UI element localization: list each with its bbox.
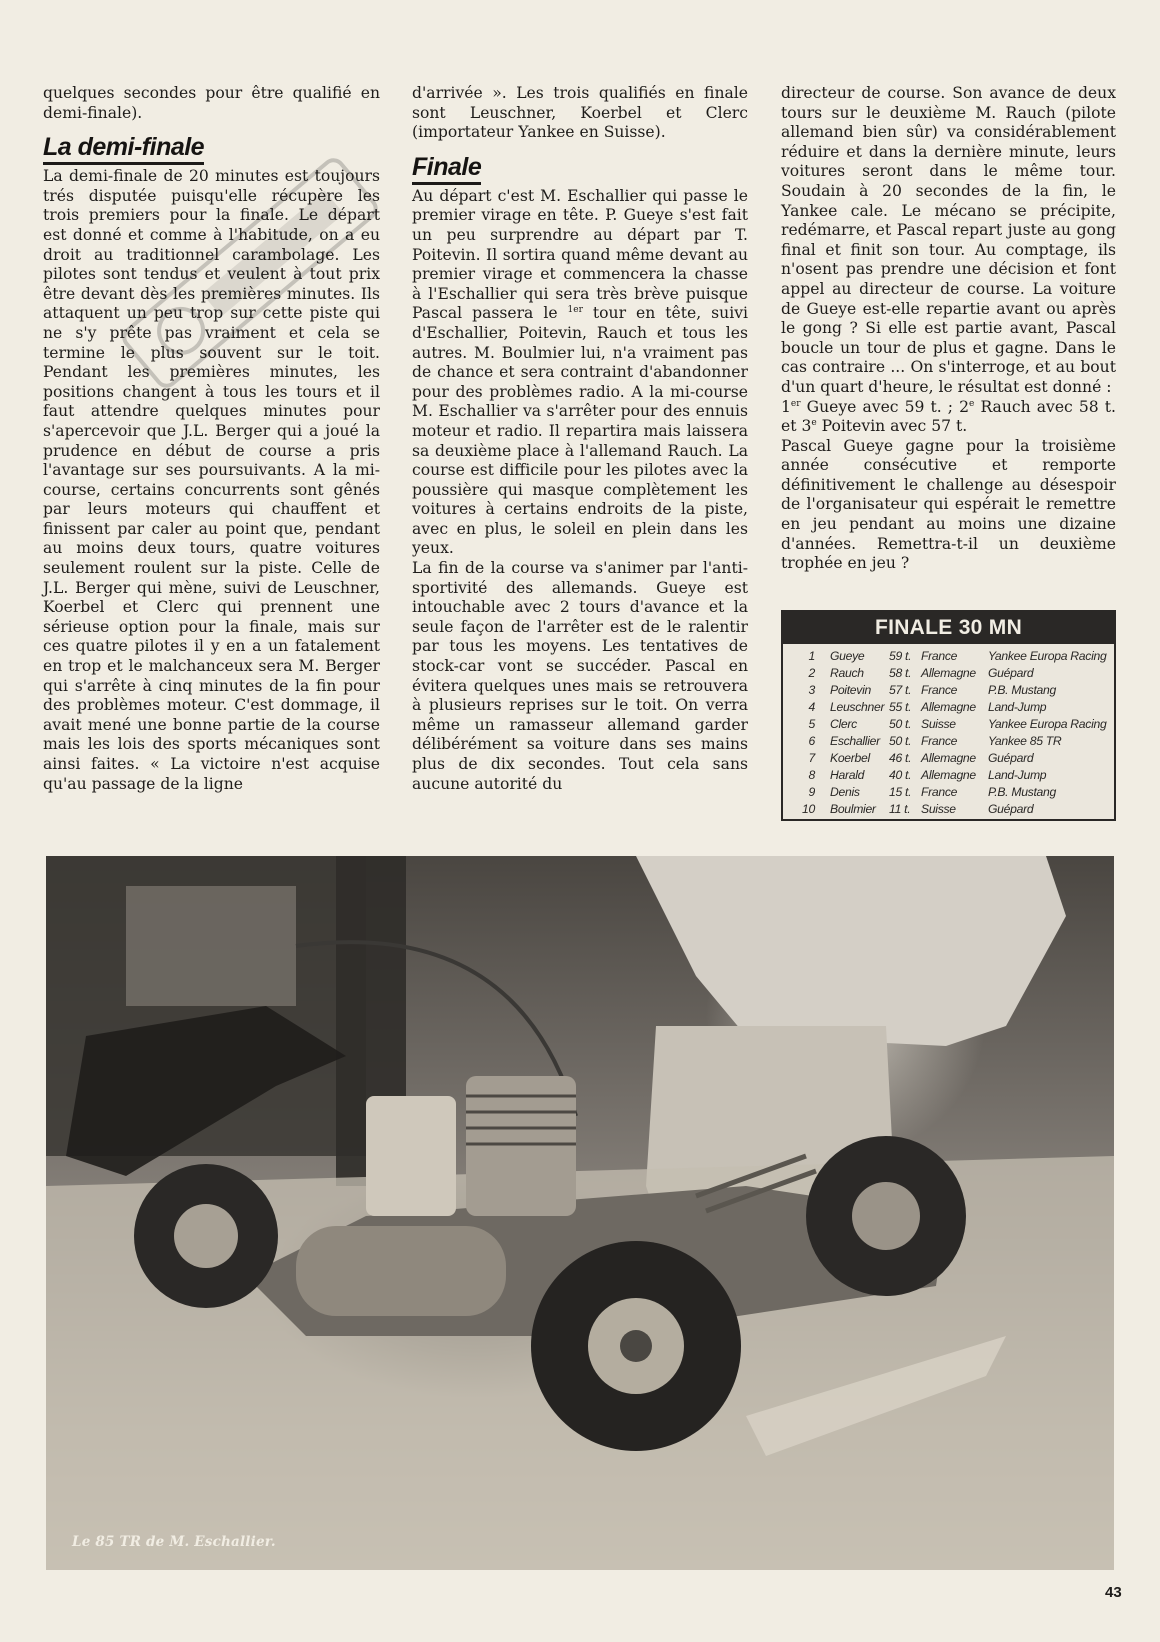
results-driver: Boulmier xyxy=(830,802,876,816)
results-laps: 57 t. xyxy=(889,683,912,697)
results-laps: 50 t. xyxy=(889,734,912,748)
results-country: Allemagne xyxy=(921,751,976,765)
results-row xyxy=(783,750,1114,767)
column-3-results: 1er Gueye avec 59 t. ; 2e Rauch avec 58 t. et 3e Poitevin avec 57 t. xyxy=(781,397,1116,436)
results-car: Land-Jump xyxy=(988,768,1047,782)
column-1 xyxy=(43,84,380,794)
results-country: Allemagne xyxy=(921,700,976,714)
results-car: Guépard xyxy=(988,802,1034,816)
results-laps: 55 t. xyxy=(889,700,912,714)
results-driver: Denis xyxy=(830,785,860,799)
results-car: Yankee 85 TR xyxy=(988,734,1062,748)
results-country: Suisse xyxy=(921,802,956,816)
results-car: P.B. Mustang xyxy=(988,683,1056,697)
results-row xyxy=(783,801,1114,818)
results-car: Guépard xyxy=(988,666,1034,680)
ordinal-superscript: 1er xyxy=(567,305,583,316)
results-rank: 7 xyxy=(808,751,815,765)
results-laps: 50 t. xyxy=(889,717,912,731)
results-country: France xyxy=(921,649,958,663)
column-3 xyxy=(781,84,1116,574)
results-laps: 40 t. xyxy=(889,768,912,782)
column-2 xyxy=(412,84,748,794)
column-3-body-2: Pascal Gueye gagne pour la troisième année consécutive et remporte définitivement le challenge au désespoir de l'organisateur qui espérait le remettre en jeu pendant au moins une dizaine d'années. Remettra-t-il un deuxième trophée en jeu ? xyxy=(781,436,1116,573)
results-row xyxy=(783,733,1114,750)
page-number: 43 xyxy=(1105,1584,1122,1601)
results-country: France xyxy=(921,734,958,748)
results-laps: 59 t. xyxy=(889,649,912,663)
results-driver: Gueye xyxy=(830,649,865,663)
photo-illustration xyxy=(46,856,1114,1570)
column-3-body: directeur de course. Son avance de deux tours sur le deuxième M. Rauch (pilote allemand bien sûr) va considérablement réduire et dans la dernière minute, leurs voitures seront dans le même tour. Soudain à 20 secondes de la fin, le Yankee cale. Le mécano se précipite, redémarre, et Pascal repart juste au gong final et finit son tour. Au comptage, ils n'osent pas prendre une décision et font appel au directeur de course. La voiture de Gueye est-elle repartie avant ou après le gong ? Si elle est partie avant, Pascal boucle un tour de plus et gagne. Dans le cas contraire ... On s'interroge, et au bout d'un quart d'heure, le résultat est donné : xyxy=(781,84,1116,396)
results-table-title: FINALE 30 MN xyxy=(783,612,1114,644)
results-rank: 9 xyxy=(808,785,815,799)
results-table xyxy=(781,610,1116,821)
results-row xyxy=(783,784,1114,801)
results-laps: 58 t. xyxy=(889,666,912,680)
results-rank: 3 xyxy=(808,683,815,697)
results-rank: 1 xyxy=(808,649,815,663)
results-driver: Eschallier xyxy=(830,734,880,748)
results-car: Yankee Europa Racing xyxy=(988,649,1107,663)
results-row xyxy=(783,699,1114,716)
column-1-intro: quelques secondes pour être qualifié en demi-finale). xyxy=(43,84,380,122)
results-rank: 10 xyxy=(802,802,815,816)
results-rank: 8 xyxy=(808,768,815,782)
photo-rc-car xyxy=(46,856,1114,1570)
results-laps: 11 t. xyxy=(889,802,911,816)
results-car: Yankee Europa Racing xyxy=(988,717,1107,731)
results-row xyxy=(783,648,1114,665)
results-car: P.B. Mustang xyxy=(988,785,1056,799)
results-country: Allemagne xyxy=(921,666,976,680)
results-row xyxy=(783,767,1114,784)
results-laps: 15 t. xyxy=(889,785,912,799)
results-row xyxy=(783,716,1114,733)
results-rank: 5 xyxy=(808,717,815,731)
photo-caption: Le 85 TR de M. Eschallier. xyxy=(72,1534,276,1550)
heading-demi-finale: La demi-finale xyxy=(43,133,380,161)
results-country: Suisse xyxy=(921,717,956,731)
results-rank: 2 xyxy=(808,666,815,680)
results-country: France xyxy=(921,785,958,799)
results-car: Guépard xyxy=(988,751,1034,765)
results-country: Allemagne xyxy=(921,768,976,782)
heading-finale: Finale xyxy=(412,153,748,181)
results-laps: 46 t. xyxy=(889,751,912,765)
column-1-body: La demi-finale de 20 minutes est toujours trés disputée puisqu'elle récupère les trois premiers pour la finale. Le départ est donné et comme à l'habitude, on a eu droit au traditionnel carambolage. Les pilotes sont tendus et veulent à tout prix être devant dès les premières minutes. Ils attaquent un peu trop sur cette piste qui ne s'y prête pas vraiment et cela se termine le plus souvent sur le toit. Pendant les premières minutes, les positions changent à tous les tours et il faut attendre quelques minutes pour s'apercevoir que J.L. Berger qui a joué la prudence en début de course a pris l'avantage sur ses poursuivants. A la mi-course, certains concurrents sont gênés par leurs moteurs qui chauffent et finissent par caler au point que, pendant au moins deux tours, quatre voitures seulement roulent sur la piste. Celle de J.L. Berger qui mène, suivi de Leuschner, Koerbel et Clerc qui prennent une sérieuse option pour la finale, mais sur ces quatre pilotes il y en a un fatalement en trop et le malchanceux sera M. Berger qui s'arrête à cinq minutes de la fin pour des problèmes moteur. C'est dommage, il avait mené une bonne partie de la course mais les lois des sports mécaniques sont ainsi faites. « La victoire n'est acquise qu'au passage de la ligne xyxy=(43,167,380,793)
results-rank: 4 xyxy=(808,700,815,714)
results-row xyxy=(783,682,1114,699)
column-2-body-2: La fin de la course va s'animer par l'anti-sportivité des allemands. Gueye est intouchable avec 2 tours d'avance et la seule façon de l'arrêter est de le ralentir par tous les moyens. Les tentatives de stock-car vont se succéder. Pascal en évitera quelques unes mais se retrouvera à plusieurs reprises sur le toit. On verra même un ramasseur allemand garder délibérément sa voiture dans ses mains plus de dix secondes. Tout cela sans aucune autorité du xyxy=(412,559,748,793)
column-2-body: Au départ c'est M. Eschallier qui passe le premier virage en tête. P. Gueye s'est fait un peu surprendre au départ par T. Poitevin. Il sortira quand même devant au premier virage et commencera la chasse à l'Eschallier qui sera très brève puisque Pascal passera le $^{1er}$ tour en tête, suivi d'Eschallier, Poitevin, Rauch et tous les autres. M. Boulmier lui, n'a vraiment pas de chance et sera contraint d'abandonner pour des problèmes radio. A la mi-course M. Eschallier va s'arrêter pour des ennuis moteur et radio. Il repartira mais laissera sa deuxième place à l'allemand Rauch. La course est difficile pour les pilotes avec la poussière qui masque complètement les voitures à certains endroits de la piste, avec en plus, le soleil en plein dans les yeux. xyxy=(412,186,748,558)
results-car: Land-Jump xyxy=(988,700,1047,714)
results-driver: Poitevin xyxy=(830,683,871,697)
results-driver: Koerbel xyxy=(830,751,870,765)
column-2-intro: d'arrivée ». Les trois qualifiés en finale sont Leuschner, Koerbel et Clerc (importateur Yankee en Suisse). xyxy=(412,84,748,142)
results-driver: Clerc xyxy=(830,717,857,731)
results-table-rows xyxy=(783,644,1114,818)
results-row xyxy=(783,665,1114,682)
results-driver: Rauch xyxy=(830,666,864,680)
results-driver: Leuschner xyxy=(830,700,885,714)
results-country: France xyxy=(921,683,958,697)
results-rank: 6 xyxy=(808,734,815,748)
results-driver: Harald xyxy=(830,768,865,782)
